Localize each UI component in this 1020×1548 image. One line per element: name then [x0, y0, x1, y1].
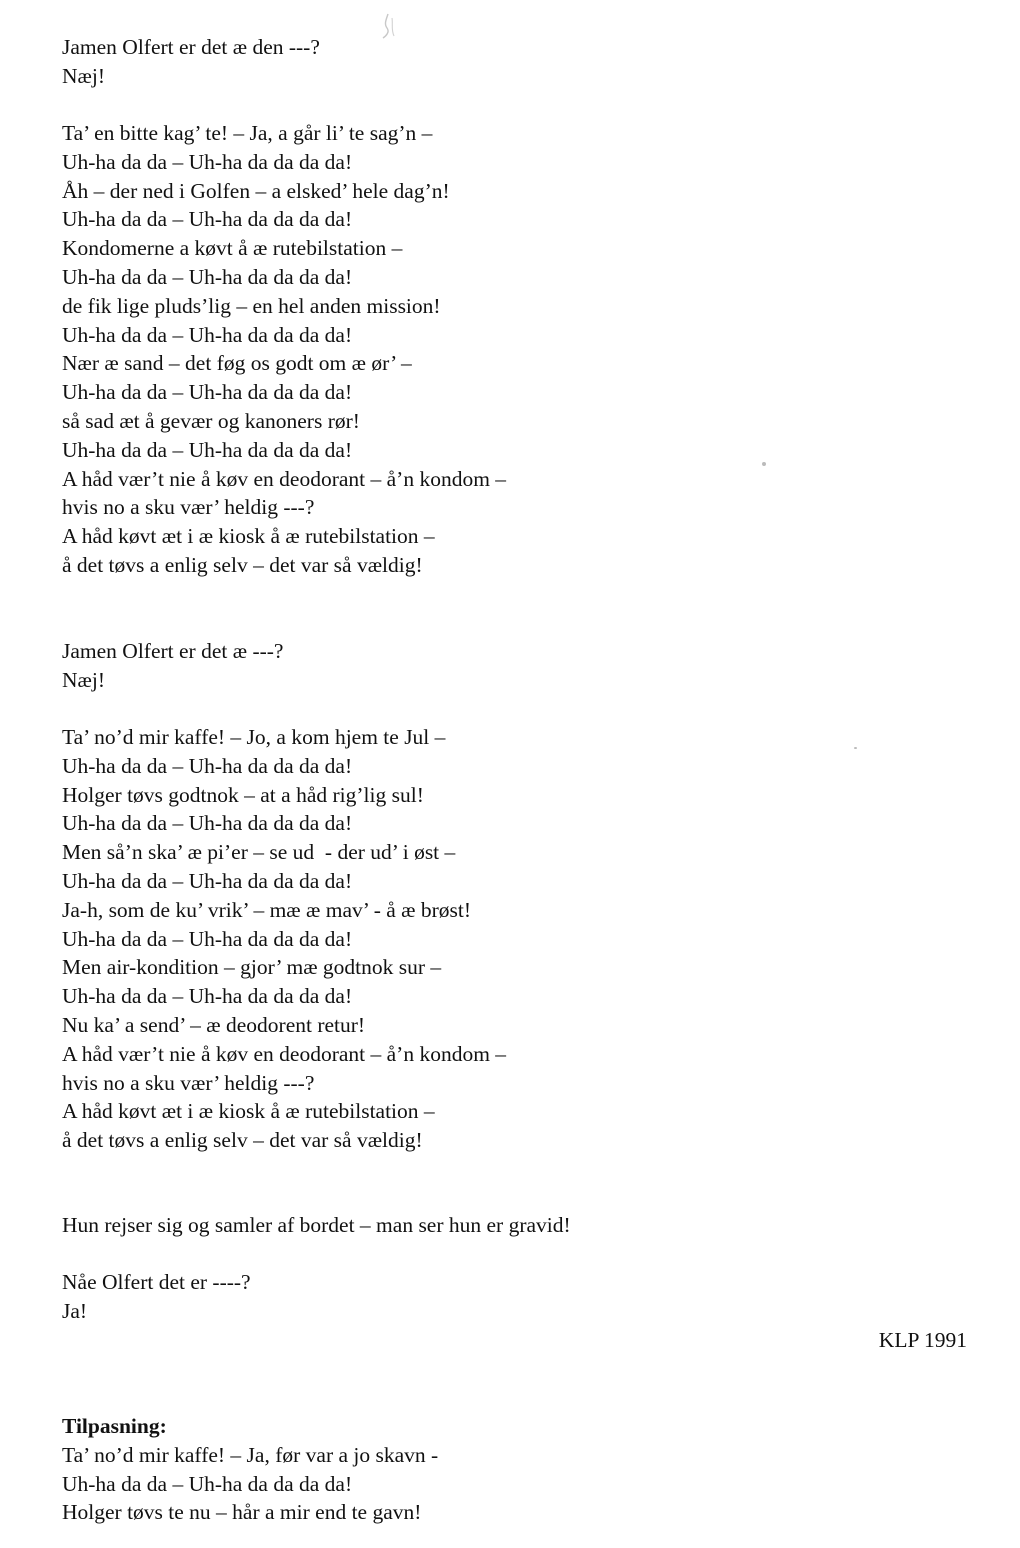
text-line: Hun rejser sig og samler af bordet – man ser hun er gravid!	[62, 1213, 571, 1237]
text-line: Næj!	[62, 667, 105, 692]
text-line: A håd vær’t nie å køv en deodorant – å’n kondom –	[62, 466, 507, 491]
text-line: de fik lige pluds’lig – en hel anden mission!	[62, 293, 441, 318]
text-line: Uh-ha da da – Uh-ha da da da da!	[62, 1471, 353, 1496]
text-line: Uh-ha da da – Uh-ha da da da da!	[62, 926, 353, 951]
text-line: Uh-ha da da – Uh-ha da da da da!	[62, 811, 353, 836]
text-line: Men air-kondition – gjor’ mæ godtnok sur –	[62, 955, 442, 980]
stanza-question-2	[62, 637, 962, 695]
text-line: Uh-ha da da – Uh-ha da da da da!	[62, 264, 353, 289]
stage-direction	[62, 1211, 962, 1240]
text-line: Ta’ no’d mir kaffe! – Ja, før var a jo skavn -	[62, 1442, 439, 1467]
text-line: så sad æt å gevær og kanoners rør!	[62, 408, 360, 433]
text-line: A håd vær’t nie å køv en deodorant – å’n kondom –	[62, 1041, 507, 1066]
text-line: A håd køvt æt i æ kiosk å æ rutebilstation –	[62, 1099, 435, 1124]
text-line: Men så’n ska’ æ pi’er – se ud - der ud’ i øst –	[62, 840, 456, 865]
text-line: å det tøvs a enlig selv – det var så vældig!	[62, 1128, 423, 1153]
stanza-question-3	[62, 1268, 962, 1326]
text-line: hvis no a sku vær’ heldig ---?	[62, 495, 315, 520]
text-line: å det tøvs a enlig selv – det var så vældig!	[62, 552, 423, 577]
text-line: Næj!	[62, 63, 105, 88]
text-line: Nu ka’ a send’ – æ deodorent retur!	[62, 1012, 366, 1037]
text-line: hvis no a sku vær’ heldig ---?	[62, 1070, 315, 1095]
text-line: Uh-ha da da – Uh-ha da da da da!	[62, 207, 353, 232]
adaptation-section	[62, 1412, 962, 1527]
stanza-verse-1	[62, 119, 962, 580]
text-line: Uh-ha da da – Uh-ha da da da da!	[62, 984, 353, 1009]
text-line: Uh-ha da da – Uh-ha da da da da!	[62, 437, 353, 462]
text-line: Uh-ha da da – Uh-ha da da da da!	[62, 868, 353, 893]
text-line: A håd køvt æt i æ kiosk å æ rutebilstation –	[62, 524, 435, 549]
text-line: Jamen Olfert er det æ den ---?	[62, 35, 320, 59]
text-line: Ta’ en bitte kag’ te! – Ja, a går li’ te sag’n –	[62, 121, 433, 145]
text-line: Ja!	[62, 1298, 88, 1323]
text-line: Jamen Olfert er det æ ---?	[62, 639, 284, 663]
text-line: Nær æ sand – det føg os godt om æ ør’ –	[62, 351, 412, 376]
text-line: Holger tøvs te nu – hår a mir end te gavn!	[62, 1500, 422, 1525]
author-signature: KLP 1991	[878, 1328, 967, 1352]
text-line: Uh-ha da da – Uh-ha da da da da!	[62, 753, 353, 778]
stanza-verse-2	[62, 723, 962, 1155]
text-line: Ta’ no’d mir kaffe! – Jo, a kom hjem te Jul –	[62, 725, 446, 749]
stanza-question-1	[62, 33, 962, 91]
text-line: Holger tøvs godtnok – at a håd rig’lig sul!	[62, 782, 424, 807]
text-line: Uh-ha da da – Uh-ha da da da da!	[62, 380, 353, 405]
text-line: Nåe Olfert det er ----?	[62, 1270, 251, 1294]
text-line: Uh-ha da da – Uh-ha da da da da!	[62, 322, 353, 347]
text-line: Kondomerne a køvt å æ rutebilstation –	[62, 236, 403, 261]
text-line: Ja-h, som de ku’ vrik’ – mæ æ mav’ - å æ brøst!	[62, 897, 472, 922]
text-line: Åh – der ned i Golfen – a elsked’ hele dag’n!	[62, 178, 450, 203]
adaptation-heading: Tilpasning:	[62, 1414, 167, 1438]
text-line: Uh-ha da da – Uh-ha da da da da!	[62, 149, 353, 174]
